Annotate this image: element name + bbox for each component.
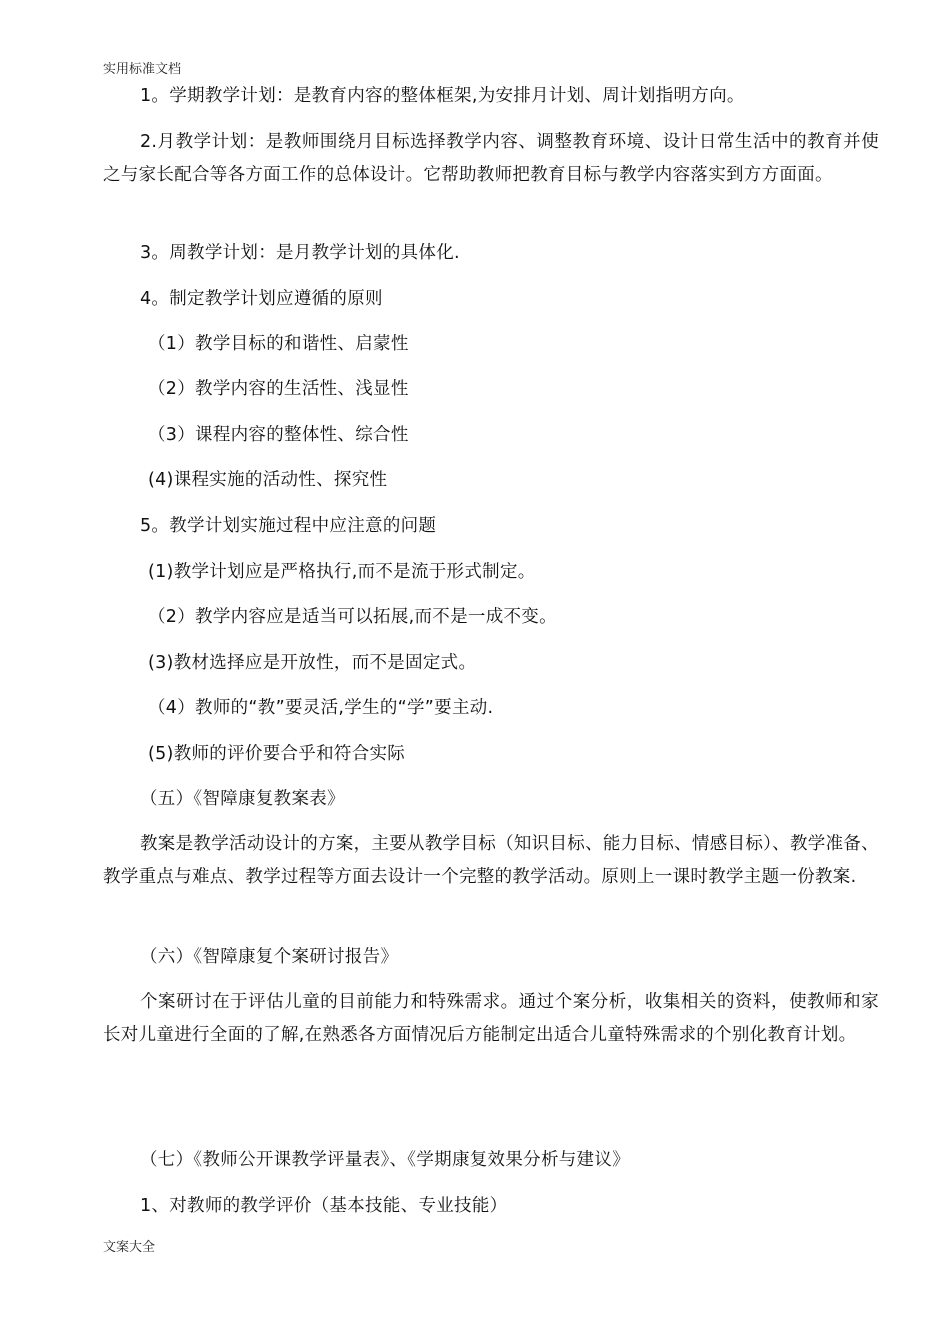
issue-1: (1)教学计划应是严格执行,而不是流于形式制定。 [148, 562, 536, 582]
section-5-heading: （五）《智障康复教案表》 [140, 789, 345, 809]
issue-5: (5)教师的评价要合乎和符合实际 [148, 744, 406, 764]
item-5-issues-heading: 5。教学计划实施过程中应注意的问题 [140, 516, 437, 536]
principle-4: (4)课程实施的活动性、探究性 [148, 470, 388, 490]
case-study-paragraph: 个案研讨在于评估儿童的目前能力和特殊需求。通过个案分析，收集相关的资料，使教师和家长对儿童进行全面的了解,在熟悉各方面情况后方能制定出适合儿童特殊需求的个别化教育计划。 [103, 992, 879, 1045]
item-3-weekly-plan: 3。周教学计划：是月教学计划的具体化. [140, 243, 460, 263]
teacher-evaluation-item: 1、对教师的教学评价（基本技能、专业技能） [140, 1196, 508, 1216]
issue-2: （2）教学内容应是适当可以拓展,而不是一成不变。 [148, 607, 557, 627]
section-7-heading: （七）《教师公开课教学评量表》、《学期康复效果分析与建议》 [140, 1150, 630, 1170]
principle-1: （1）教学目标的和谐性、启蒙性 [148, 334, 409, 354]
item-4-principles-heading: 4。制定教学计划应遵循的原则 [140, 289, 383, 309]
section-6-heading: （六）《智障康复个案研讨报告》 [140, 947, 399, 967]
issue-4: （4）教师的“教”要灵活,学生的“学”要主动. [148, 698, 494, 718]
principle-3: （3）课程内容的整体性、综合性 [148, 425, 409, 445]
issue-3: (3)教材选择应是开放性，而不是固定式。 [148, 653, 477, 673]
lesson-plan-paragraph: 教案是教学活动设计的方案，主要从教学目标（知识目标、能力目标、情感目标）、教学准备、教学重点与难点、教学过程等方面去设计一个完整的教学活动。原则上一课时教学主题一份教案. [103, 834, 879, 887]
page-footer: 文案大全 [103, 1240, 156, 1255]
item-1-semester-plan: 1。学期教学计划：是教育内容的整体框架,为安排月计划、周计划指明方向。 [140, 86, 745, 106]
item-2-monthly-plan: 2.月教学计划：是教师围绕月目标选择教学内容、调整教育环境、设计日常生活中的教育并使之与家长配合等各方面工作的总体设计。它帮助教师把教育目标与教学内容落实到方方面面。 [103, 132, 879, 185]
page-header: 实用标准文档 [103, 62, 182, 77]
principle-2: （2）教学内容的生活性、浅显性 [148, 379, 409, 399]
